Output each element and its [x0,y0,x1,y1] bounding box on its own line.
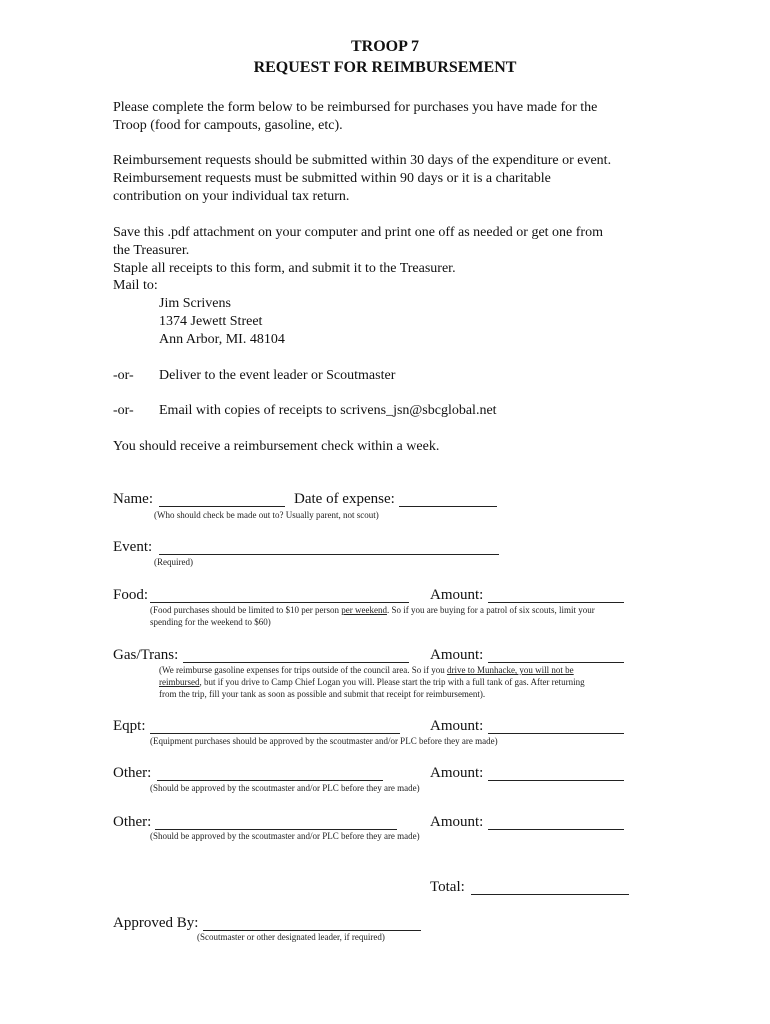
event-field[interactable] [159,554,499,555]
address-name: Jim Scrivens [159,296,231,311]
food-label: Food: [113,587,149,603]
other-note-1: (Should be approved by the scoutmaster and/or PLC before they are made) [150,783,420,793]
other-label-2: Other: [113,814,152,830]
other-field-1[interactable] [157,780,383,781]
gas-amount-label: Amount: [430,647,484,663]
event-label: Event: [113,539,153,555]
gas-amount-field[interactable] [488,662,624,663]
form-title-troop: TROOP 7 [350,38,419,55]
food-note-line-2: spending for the weekend to $60) [150,617,271,627]
food-amount-label: Amount: [430,587,484,603]
approved-by-label: Approved By: [113,915,199,931]
other-amount-label-1: Amount: [430,765,484,781]
gas-note-line-3: from the trip, fill your tank as soon as possible and submit that receipt for reimbursement). [159,689,486,699]
eqpt-note: (Equipment purchases should be approved by the scoutmaster and/or PLC before they are made) [150,736,498,746]
email-address: scrivens_jsn@sbcglobal.net [340,403,497,418]
deadline-line-3: contribution on your individual tax return. [113,189,350,204]
total-label: Total: [430,879,465,895]
total-field[interactable] [471,894,629,895]
closing-note: You should receive a reimbursement check within a week. [113,439,440,454]
name-field[interactable] [159,506,285,507]
deliver-option: Deliver to the event leader or Scoutmaster [159,368,396,383]
date-field[interactable] [399,506,497,507]
eqpt-amount-field[interactable] [488,733,624,734]
instructions-line-2: the Treasurer. [113,243,190,258]
mail-to-label: Mail to: [113,278,158,293]
other-label-1: Other: [113,765,152,781]
other-amount-label-2: Amount: [430,814,484,830]
eqpt-label: Eqpt: [113,718,146,734]
approved-by-note: (Scoutmaster or other designated leader, if required) [197,932,385,942]
intro-line-2: Troop (food for campouts, gasoline, etc). [113,118,343,133]
instructions-line-3: Staple all receipts to this form, and submit it to the Treasurer. [113,261,456,276]
eqpt-field[interactable] [150,733,400,734]
intro-line-1: Please complete the form below to be reimbursed for purchases you have made for the [113,100,598,115]
gas-field[interactable] [183,662,409,663]
food-field[interactable] [150,602,409,603]
food-amount-field[interactable] [488,602,624,603]
other-amount-field-1[interactable] [488,780,624,781]
address-street: 1374 Jewett Street [159,314,263,329]
form-title-request: REQUEST FOR REIMBURSEMENT [253,59,517,76]
name-note: (Who should check be made out to? Usually parent, not scout) [154,510,379,520]
gas-label: Gas/Trans: [113,647,179,663]
deadline-line-1: Reimbursement requests should be submitted within 30 days of the expenditure or event. [113,153,612,168]
or-label-1: -or- [113,368,134,383]
other-amount-field-2[interactable] [488,829,624,830]
food-note-line-1: (Food purchases should be limited to $10 per person per weekend. So if you are buying for a patrol of six scouts, limit your [150,605,595,615]
email-option [159,402,497,420]
date-label: Date of expense: [294,491,395,507]
deadline-line-2: Reimbursement requests must be submitted within 90 days or it is a charitable [113,171,551,186]
address-city: Ann Arbor, MI. 48104 [159,332,285,347]
name-label: Name: [113,491,153,507]
or-label-2: -or- [113,403,134,418]
email-prefix: Email with copies of receipts to [159,403,341,418]
other-note-2: (Should be approved by the scoutmaster and/or PLC before they are made) [150,831,420,841]
eqpt-amount-label: Amount: [430,718,484,734]
instructions-line-1: Save this .pdf attachment on your computer and print one off as needed or get one from [113,225,603,240]
gas-note-line-2: reimbursed, but if you drive to Camp Chief Logan you will. Please start the trip with a full tank of gas. After returning [159,677,585,687]
event-note: (Required) [154,557,193,567]
gas-note-line-1: (We reimburse gasoline expenses for trips outside of the council area. So if you drive to Munhacke, you will not be [159,665,574,675]
